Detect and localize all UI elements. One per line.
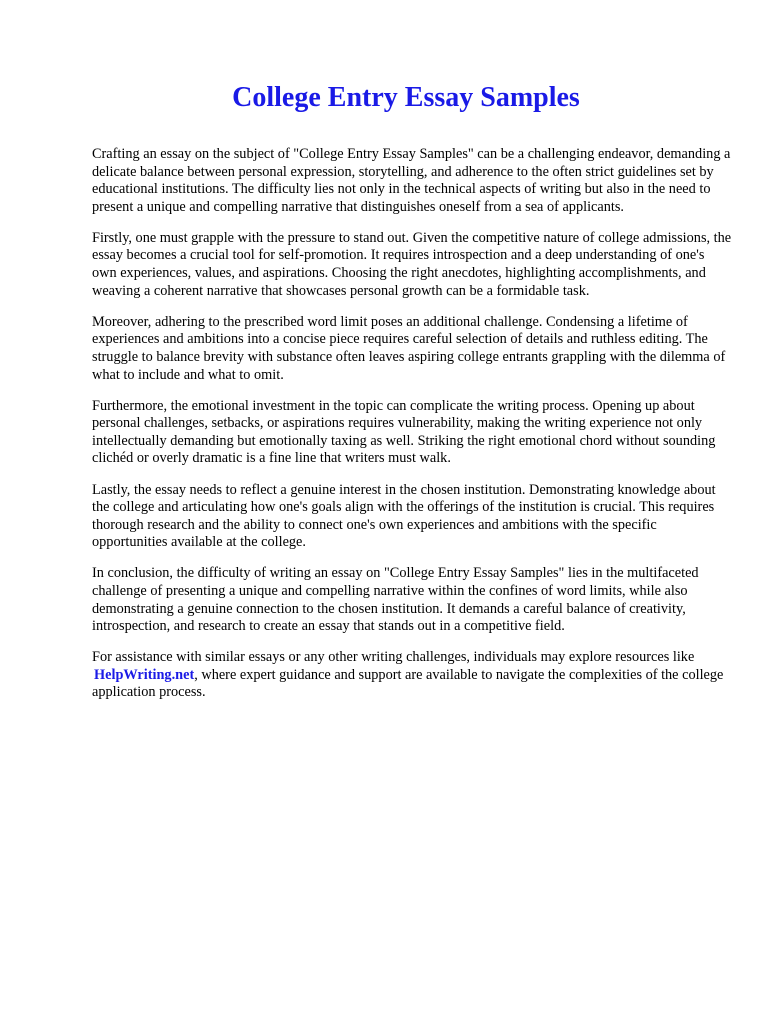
closing-text-before-link: For assistance with similar essays or any other writing challenges, individuals may explore resources like <box>92 649 695 666</box>
paragraph-word-limit: Moreover, adhering to the prescribed word limit poses an additional challenge. Condensing a lifetime of experiences and ambitions into a concise piece requires careful selection of details and ruthless editing. The struggle to balance brevity with substance often leaves aspiring college entrants grappling with the dilemma of what to include and what to omit. <box>92 313 726 383</box>
paragraph-closing <box>92 649 732 702</box>
paragraph-stand-out: Firstly, one must grapple with the pressure to stand out. Given the competitive nature of college admissions, the essay becomes a crucial tool for self-promotion. It requires introspection and a deep understanding of one's own experiences, values, and aspirations. Choosing the right anecdotes, highlighting accomplishments, and weaving a coherent narrative that showcases personal growth can be a formidable task. <box>92 229 732 299</box>
paragraph-emotional-investment: Furthermore, the emotional investment in the topic can complicate the writing process. Opening up about personal challenges, setbacks, or aspirations requires vulnerability, making the writing experience not only intellectually demanding but emotionally taxing as well. Striking the right emotional chord without sounding clichéd or overly dramatic is a fine line that writers must walk. <box>92 397 716 467</box>
paragraph-conclusion: In conclusion, the difficulty of writing an essay on "College Entry Essay Samples" lies in the multifaceted challenge of presenting a unique and compelling narrative within the confines of word limits, while also demonstrating a genuine connection to the chosen institution. It demands a careful balance of creativity, introspection, and research to create an essay that stands out in a competitive field. <box>92 565 699 635</box>
helpwriting-link[interactable]: HelpWriting.net <box>94 666 195 683</box>
document-title: College Entry Essay Samples <box>232 82 580 113</box>
paragraph-institution-interest: Lastly, the essay needs to reflect a genuine interest in the chosen institution. Demonstrating knowledge about the college and articulating how one's goals align with the offerings of the institution is crucial. This requires thorough research and the ability to connect one's own experiences and ambitions with the specific opportunities available at the college. <box>92 481 716 551</box>
closing-text-after-link: , where expert guidance and support are available to navigate the complexities of the college application process. <box>92 666 724 701</box>
paragraph-intro: Crafting an essay on the subject of "College Entry Essay Samples" can be a challenging endeavor, demanding a delicate balance between personal expression, storytelling, and adherence to the often strict guidelines set by educational institutions. The difficulty lies not only in the technical aspects of writing but also in the need to present a unique and compelling narrative that distinguishes oneself from a sea of applicants. <box>92 146 731 215</box>
document-body <box>92 146 732 716</box>
